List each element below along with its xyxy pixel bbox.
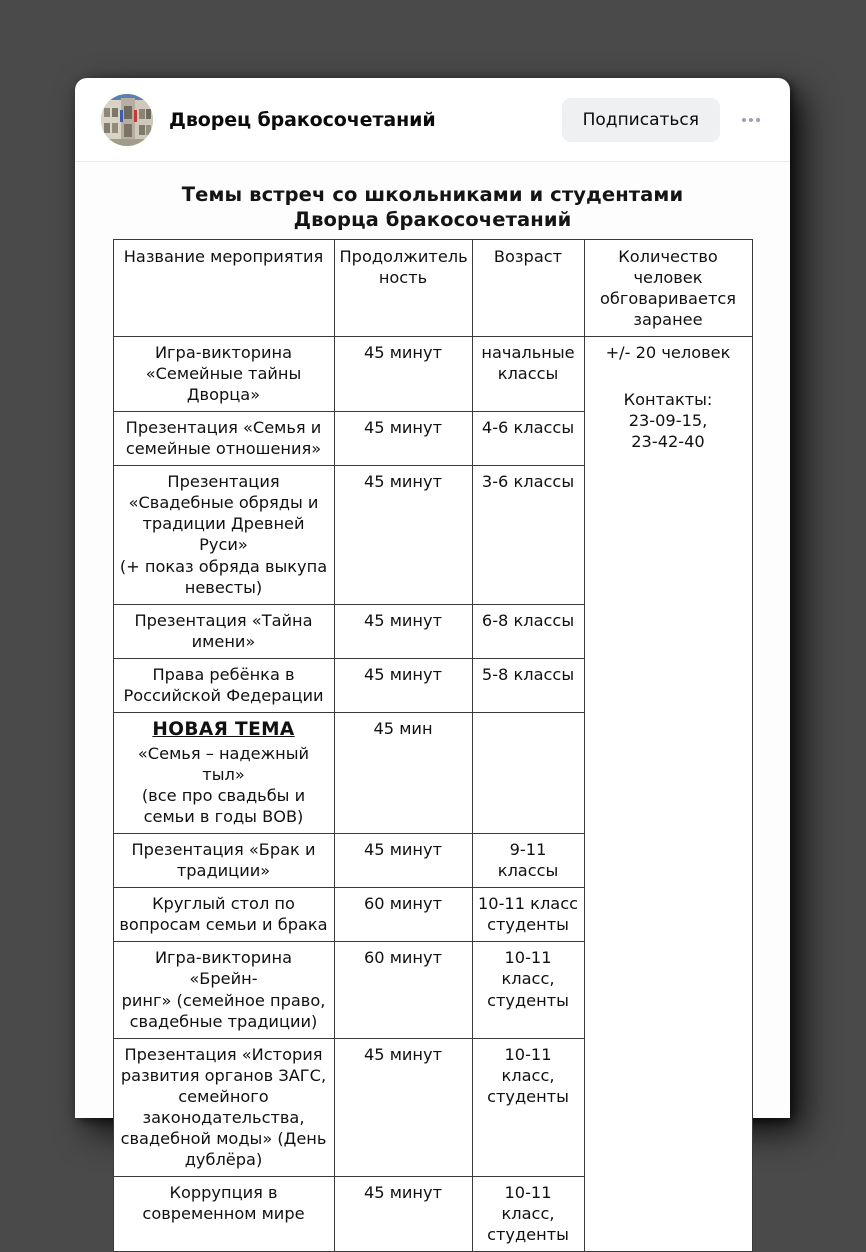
line: классы: [497, 364, 559, 383]
line: развития органов ЗАГС,: [120, 1065, 327, 1085]
cell-age: 3-6 классы: [472, 466, 584, 604]
cell-age: 9-11 классы: [472, 834, 584, 888]
line: Дворца»: [186, 385, 261, 405]
new-topic-badge: НОВАЯ ТЕМА: [152, 718, 295, 740]
line: студенты: [487, 915, 569, 935]
cell-age: 6-8 классы: [472, 604, 584, 658]
line: семейного: [178, 1086, 269, 1106]
line: вопросам семьи и брака: [119, 915, 328, 935]
line: Российской Федерации: [123, 685, 324, 705]
line: студенты: [487, 1225, 569, 1245]
cell-duration: 45 минут: [334, 1038, 472, 1176]
line: Презентация: [167, 472, 280, 492]
cell-event-name: [113, 888, 334, 942]
cell-age: [472, 712, 584, 833]
line: невесты): [184, 577, 263, 597]
line: Круглый стол по: [152, 894, 295, 914]
dot: [742, 118, 746, 122]
cell-event-name: [113, 658, 334, 712]
avatar-photo-icon: [101, 94, 153, 146]
cell-duration: 45 минут: [334, 336, 472, 411]
cell-event-name: [113, 834, 334, 888]
more-options-icon[interactable]: [738, 107, 764, 133]
column-header-name: Название мероприятия: [113, 239, 334, 336]
cell-event-name: [113, 466, 334, 604]
cell-duration: 45 минут: [334, 658, 472, 712]
line: 10-11 класс,: [501, 1044, 555, 1085]
line: традиции»: [176, 861, 271, 881]
cell-age: [472, 942, 584, 1038]
cell-event-name: [113, 336, 334, 411]
line: Презентация «Семья и: [125, 418, 322, 438]
avatar[interactable]: [101, 94, 153, 146]
line: Игра-викторина «Брейн-: [154, 948, 293, 989]
contact-phone-2: 23-42-40: [631, 432, 705, 452]
column-header-age: Возраст: [472, 239, 584, 336]
line: свадебной моды» (День: [120, 1128, 327, 1148]
table-header: [113, 239, 752, 336]
line: Презентация «Тайна: [134, 610, 313, 630]
document-title-line-1: Темы встреч со школьниками и студентами: [181, 183, 684, 206]
line: Презентация «Брак и: [131, 840, 316, 860]
column-header-duration-line-2: ность: [378, 267, 428, 287]
social-post-card: [75, 78, 790, 1245]
table-header-row: [113, 239, 752, 336]
line: Игра-викторина: [154, 342, 293, 362]
line: Презентация «История: [124, 1044, 323, 1064]
cell-event-name: [113, 1038, 334, 1176]
cell-duration: 45 минут: [334, 412, 472, 466]
column-header-duration: [334, 239, 472, 336]
column-header-count-line-2: человек: [633, 267, 703, 287]
line: Права ребёнка в: [152, 664, 295, 684]
cell-duration: 60 минут: [334, 942, 472, 1038]
line: студенты: [487, 990, 569, 1010]
schedule-table: [113, 239, 753, 1252]
line: 10-11 класс: [477, 894, 579, 914]
subscribe-button[interactable]: Подписаться: [562, 98, 720, 142]
cell-age: 4-6 классы: [472, 412, 584, 466]
cell-event-name: [113, 412, 334, 466]
participant-count: +/- 20 человек: [605, 342, 731, 362]
line: традиции Древней Руси»: [142, 514, 305, 555]
cell-participant-count: [584, 336, 752, 1251]
line: (все про свадьбы и: [141, 786, 306, 806]
line: «Семья – надежный тыл»: [137, 743, 310, 784]
line: (+ показ обряда выкупа: [119, 556, 328, 576]
line: современном мире: [142, 1204, 305, 1224]
table-body: [113, 336, 752, 1251]
cell-duration: 45 минут: [334, 466, 472, 604]
cell-age: [472, 336, 584, 411]
document-title-line-2: Дворца бракосочетаний: [293, 208, 572, 232]
cell-event-name: [113, 942, 334, 1038]
cell-duration: 45 мин: [334, 712, 472, 833]
cell-duration: 60 минут: [334, 888, 472, 942]
line: имени»: [191, 631, 256, 651]
line: законодательства,: [142, 1107, 305, 1127]
cell-event-name: [113, 1177, 334, 1252]
contact-phone-1: 23-09-15,: [628, 411, 708, 431]
column-header-duration-line-1: Продолжитель: [339, 246, 468, 266]
dot: [756, 118, 760, 122]
document-scan: [75, 162, 790, 1245]
document-title: [101, 182, 764, 233]
line: семьи в годы ВОВ): [143, 807, 304, 827]
line: 10-11 класс,: [501, 1183, 555, 1224]
line: начальные: [481, 342, 575, 362]
line: дублёра): [184, 1149, 263, 1169]
column-header-count: [584, 239, 752, 336]
line: «Семейные тайны: [145, 364, 302, 383]
cell-age: [472, 1038, 584, 1176]
line: свадебные традиции): [129, 1011, 318, 1031]
dot: [749, 118, 753, 122]
cell-event-name: [113, 604, 334, 658]
cell-age: [472, 1177, 584, 1252]
contacts-label: Контакты:: [623, 390, 713, 409]
line: «Свадебные обряды и: [128, 493, 319, 513]
column-header-count-line-4: заранее: [633, 309, 703, 329]
line: студенты: [487, 1086, 569, 1106]
line: Коррупция в: [169, 1183, 278, 1203]
cell-duration: 45 минут: [334, 834, 472, 888]
post-header: [75, 78, 790, 162]
column-header-count-line-1: Количество: [618, 246, 718, 266]
cell-event-name: [113, 712, 334, 833]
column-header-count-line-3: обговаривается: [599, 288, 737, 308]
cell-age: [472, 888, 584, 942]
cell-age: 5-8 классы: [472, 658, 584, 712]
table-row: [113, 336, 752, 411]
cell-duration: 45 минут: [334, 604, 472, 658]
line: ринг» (семейное право,: [121, 990, 326, 1010]
account-name[interactable]: Дворец бракосочетаний: [169, 108, 436, 131]
line: семейные отношения»: [125, 439, 322, 459]
line: 10-11 класс,: [501, 948, 555, 989]
cell-duration: 45 минут: [334, 1177, 472, 1252]
